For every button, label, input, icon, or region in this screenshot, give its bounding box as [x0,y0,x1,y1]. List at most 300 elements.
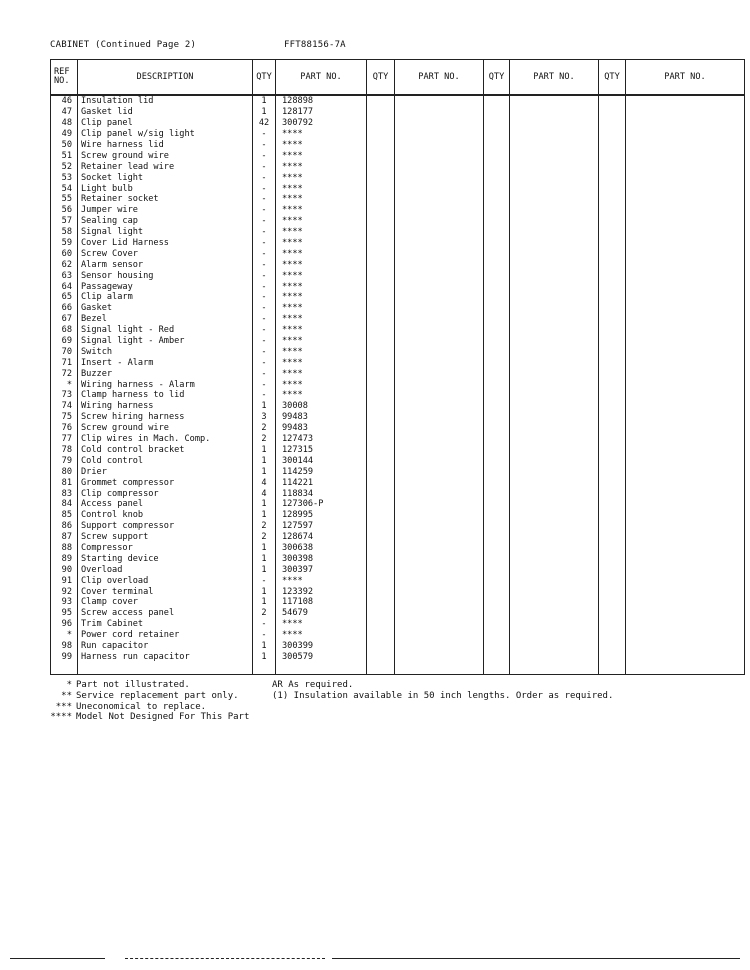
part-no-cell: **** [276,619,367,630]
table-row [51,390,745,401]
empty-cell [395,107,484,118]
empty-cell [367,303,395,314]
empty-cell [599,281,626,292]
description-cell: Wiring harness [78,401,253,412]
empty-cell [599,205,626,216]
part-no-cell: **** [276,575,367,586]
table-row [51,401,745,412]
ref-cell: 89 [51,553,78,564]
empty-cell [484,172,510,183]
empty-cell [367,107,395,118]
qty-cell: 1 [253,401,276,412]
empty-cell [599,194,626,205]
empty-cell [395,194,484,205]
part-no-cell: 123392 [276,586,367,597]
qty-cell: 1 [253,597,276,608]
empty-cell [626,205,745,216]
empty-cell [626,194,745,205]
empty-cell [484,248,510,259]
part-no-cell: 300579 [276,651,367,662]
qty-cell: 2 [253,434,276,445]
empty-cell [367,477,395,488]
empty-cell [599,401,626,412]
empty-cell [599,434,626,445]
empty-cell [367,292,395,303]
ref-cell: 48 [51,118,78,129]
empty-cell [599,314,626,325]
empty-cell [510,641,599,652]
part-no-cell: **** [276,292,367,303]
table-row [51,336,745,347]
footnote-symbol: **** [50,712,72,723]
ref-cell: 78 [51,445,78,456]
empty-cell [395,608,484,619]
description-cell: Cover Lid Harness [78,238,253,249]
empty-cell [626,466,745,477]
part-no-cell: 114259 [276,466,367,477]
empty-cell [510,477,599,488]
empty-cell [367,216,395,227]
qty-cell: - [253,259,276,270]
empty-cell [510,455,599,466]
empty-cell [510,281,599,292]
empty-cell [626,412,745,423]
footnote-insulation: (1) Insulation available in 50 inch lengths. Order as required. [272,690,614,701]
ref-cell: 84 [51,499,78,510]
empty-cell [510,630,599,641]
ref-cell: 65 [51,292,78,303]
description-cell: Switch [78,346,253,357]
qty-cell: - [253,575,276,586]
table-row [51,161,745,172]
empty-cell [367,532,395,543]
empty-cell [484,543,510,554]
empty-cell [599,510,626,521]
empty-cell [510,379,599,390]
empty-cell [484,575,510,586]
empty-cell [626,434,745,445]
empty-cell [599,216,626,227]
table-row [51,205,745,216]
empty-cell [599,107,626,118]
footnote-symbol: *** [55,701,72,712]
empty-cell [599,543,626,554]
empty-cell [484,368,510,379]
ref-cell: 62 [51,259,78,270]
empty-cell [484,597,510,608]
empty-cell [395,423,484,434]
footnote-as-required: AR As required. [272,680,354,690]
qty-cell: 2 [253,608,276,619]
qty-cell: - [253,368,276,379]
description-cell: Buzzer [78,368,253,379]
empty-cell [367,238,395,249]
footnotes-general [272,680,742,702]
empty-cell [599,379,626,390]
part-no-cell: 128898 [276,95,367,107]
empty-cell [626,107,745,118]
empty-cell [626,510,745,521]
table-row [51,379,745,390]
empty-cell [367,434,395,445]
empty-cell [599,292,626,303]
empty-cell [510,303,599,314]
part-no-cell: 54679 [276,608,367,619]
table-row [51,183,745,194]
table-row [51,477,745,488]
table-row [51,619,745,630]
qty-cell: - [253,270,276,281]
empty-cell [367,227,395,238]
empty-cell [367,510,395,521]
empty-cell [626,259,745,270]
empty-cell [626,379,745,390]
part-no-cell: **** [276,183,367,194]
description-cell: Access panel [78,499,253,510]
empty-cell [510,445,599,456]
empty-cell [599,488,626,499]
description-cell: Screw ground wire [78,423,253,434]
empty-cell [367,161,395,172]
empty-cell [367,630,395,641]
empty-cell [395,445,484,456]
empty-cell [510,390,599,401]
description-cell: Cold control [78,455,253,466]
ref-cell: 86 [51,521,78,532]
empty-cell [626,346,745,357]
description-cell: Cold control bracket [78,445,253,456]
ref-cell: 67 [51,314,78,325]
empty-cell [395,466,484,477]
footer-divider [125,958,325,959]
part-no-cell: **** [276,140,367,151]
description-cell: Screw ground wire [78,150,253,161]
empty-cell [367,597,395,608]
empty-cell [510,543,599,554]
qty-cell: 1 [253,510,276,521]
description-cell: Overload [78,564,253,575]
empty-cell [599,390,626,401]
empty-cell [395,499,484,510]
empty-cell [599,238,626,249]
empty-cell [626,270,745,281]
empty-cell [484,390,510,401]
empty-cell [599,499,626,510]
empty-cell [599,368,626,379]
description-cell: Drier [78,466,253,477]
empty-cell [599,423,626,434]
part-no-cell: **** [276,336,367,347]
empty-cell [626,586,745,597]
parts-table [50,59,745,675]
part-no-cell: 117108 [276,597,367,608]
empty-cell [395,412,484,423]
ref-cell: 87 [51,532,78,543]
description-cell: Screw Cover [78,248,253,259]
footnote [40,712,260,723]
empty-cell [395,630,484,641]
empty-cell [510,259,599,270]
empty-cell [395,390,484,401]
parts-table-body [51,95,745,675]
empty-cell [395,303,484,314]
footnote [40,691,260,702]
empty-cell [367,543,395,554]
part-no-cell: 300399 [276,641,367,652]
empty-cell [626,314,745,325]
qty-cell: - [253,205,276,216]
empty-cell [510,140,599,151]
ref-cell: 79 [51,455,78,466]
qty-cell: 2 [253,423,276,434]
empty-cell [367,564,395,575]
empty-cell [626,95,745,107]
part-no-cell: 118834 [276,488,367,499]
empty-cell [510,172,599,183]
empty-cell [395,597,484,608]
empty-cell [510,586,599,597]
empty-cell [367,379,395,390]
empty-cell [484,510,510,521]
table-row [51,564,745,575]
description-cell: Wire harness lid [78,140,253,151]
empty-cell [599,477,626,488]
empty-cell [367,641,395,652]
table-row [51,140,745,151]
empty-cell [510,423,599,434]
empty-cell [484,216,510,227]
header-qty-2: QTY [367,60,395,96]
footer-divider [10,958,105,959]
empty-cell [510,619,599,630]
empty-cell [484,336,510,347]
table-row [51,270,745,281]
empty-cell [395,292,484,303]
part-no-cell: **** [276,368,367,379]
empty-cell [484,227,510,238]
part-no-cell: **** [276,357,367,368]
description-cell: Harness run capacitor [78,651,253,662]
empty-cell [626,608,745,619]
empty-cell [484,129,510,140]
qty-cell: - [253,281,276,292]
part-no-cell: **** [276,270,367,281]
empty-cell [367,150,395,161]
ref-cell: 99 [51,651,78,662]
description-cell: Grommet compressor [78,477,253,488]
empty-cell [484,150,510,161]
empty-cell [367,140,395,151]
empty-cell [626,641,745,652]
qty-cell: - [253,390,276,401]
table-header-row [51,60,745,96]
empty-cell [626,564,745,575]
ref-cell: 68 [51,325,78,336]
part-no-cell: 128995 [276,510,367,521]
header-part-no-4: PART NO. [626,60,745,96]
description-cell: Jumper wire [78,205,253,216]
qty-cell: - [253,172,276,183]
part-no-cell: 128177 [276,107,367,118]
description-cell: Screw access panel [78,608,253,619]
footnote-text: Part not illustrated. [76,680,190,690]
empty-cell [626,553,745,564]
part-no-cell: 300638 [276,543,367,554]
ref-cell: 69 [51,336,78,347]
empty-cell [626,488,745,499]
table-row [51,194,745,205]
empty-cell [367,357,395,368]
empty-cell [484,532,510,543]
description-cell: Clip panel [78,118,253,129]
empty-cell [484,619,510,630]
empty-cell [395,477,484,488]
qty-cell: 1 [253,553,276,564]
description-cell: Clip wires in Mach. Comp. [78,434,253,445]
description-cell: Alarm sensor [78,259,253,270]
table-row [51,292,745,303]
footnote-symbol: * [66,680,72,690]
empty-cell [510,238,599,249]
qty-cell: 1 [253,466,276,477]
empty-cell [626,575,745,586]
part-no-cell: 127315 [276,445,367,456]
empty-cell [510,194,599,205]
empty-cell [510,270,599,281]
empty-cell [484,488,510,499]
empty-cell [626,521,745,532]
qty-cell: - [253,150,276,161]
empty-cell [626,238,745,249]
footnote-symbol: ** [61,690,72,701]
empty-cell [78,662,253,675]
empty-cell [395,314,484,325]
header-qty-4: QTY [599,60,626,96]
empty-cell [510,510,599,521]
part-no-cell: 300397 [276,564,367,575]
ref-cell: 50 [51,140,78,151]
ref-cell: 64 [51,281,78,292]
empty-cell [367,172,395,183]
empty-cell [510,314,599,325]
empty-cell [599,118,626,129]
part-no-cell: **** [276,172,367,183]
empty-cell [626,619,745,630]
part-no-cell: **** [276,194,367,205]
empty-cell [626,336,745,347]
table-row [51,129,745,140]
empty-cell [367,346,395,357]
ref-cell: 46 [51,95,78,107]
qty-cell: - [253,227,276,238]
empty-cell [395,281,484,292]
empty-cell [626,477,745,488]
ref-cell: 81 [51,477,78,488]
empty-cell [626,140,745,151]
empty-cell [626,161,745,172]
table-row [51,357,745,368]
empty-cell [367,118,395,129]
table-row [51,488,745,499]
part-no-cell: 127306-P [276,499,367,510]
qty-cell: 4 [253,488,276,499]
empty-cell [367,194,395,205]
ref-cell: 88 [51,543,78,554]
table-row [51,608,745,619]
qty-cell: 2 [253,532,276,543]
empty-cell [484,662,510,675]
description-cell: Clip compressor [78,488,253,499]
table-row [51,434,745,445]
qty-cell: 4 [253,477,276,488]
part-no-cell: **** [276,216,367,227]
empty-cell [484,466,510,477]
ref-cell: 85 [51,510,78,521]
empty-cell [599,597,626,608]
qty-cell: 2 [253,521,276,532]
description-cell: Passageway [78,281,253,292]
part-no-cell: **** [276,205,367,216]
ref-cell: 71 [51,357,78,368]
empty-cell [484,314,510,325]
empty-cell [367,314,395,325]
qty-cell: - [253,238,276,249]
section-title: CABINET (Continued Page 2) [50,40,197,50]
description-cell: Gasket [78,303,253,314]
part-no-cell: **** [276,161,367,172]
empty-cell [484,303,510,314]
empty-cell [484,95,510,107]
empty-cell [599,553,626,564]
empty-cell [367,248,395,259]
empty-cell [367,270,395,281]
empty-cell [395,553,484,564]
empty-cell [626,445,745,456]
empty-cell [484,346,510,357]
part-no-cell: **** [276,346,367,357]
ref-cell: 77 [51,434,78,445]
description-cell: Clamp cover [78,597,253,608]
empty-cell [395,238,484,249]
table-spacer-row [51,662,745,675]
empty-cell [484,564,510,575]
part-no-cell: 99483 [276,412,367,423]
part-no-cell: **** [276,630,367,641]
empty-cell [367,129,395,140]
ref-cell: 76 [51,423,78,434]
empty-cell [626,651,745,662]
empty-cell [484,107,510,118]
empty-cell [510,325,599,336]
header-description: DESCRIPTION [78,60,253,96]
empty-cell [599,129,626,140]
empty-cell [626,357,745,368]
empty-cell [510,357,599,368]
empty-cell [599,183,626,194]
empty-cell [484,434,510,445]
footnote-text: Uneconomical to replace. [76,701,207,712]
empty-cell [510,564,599,575]
table-row [51,238,745,249]
description-cell: Clip alarm [78,292,253,303]
empty-cell [395,401,484,412]
empty-cell [484,281,510,292]
qty-cell: - [253,129,276,140]
empty-cell [395,586,484,597]
part-no-cell: 114221 [276,477,367,488]
header-ref-no: REF NO. [51,60,78,96]
empty-cell [626,325,745,336]
